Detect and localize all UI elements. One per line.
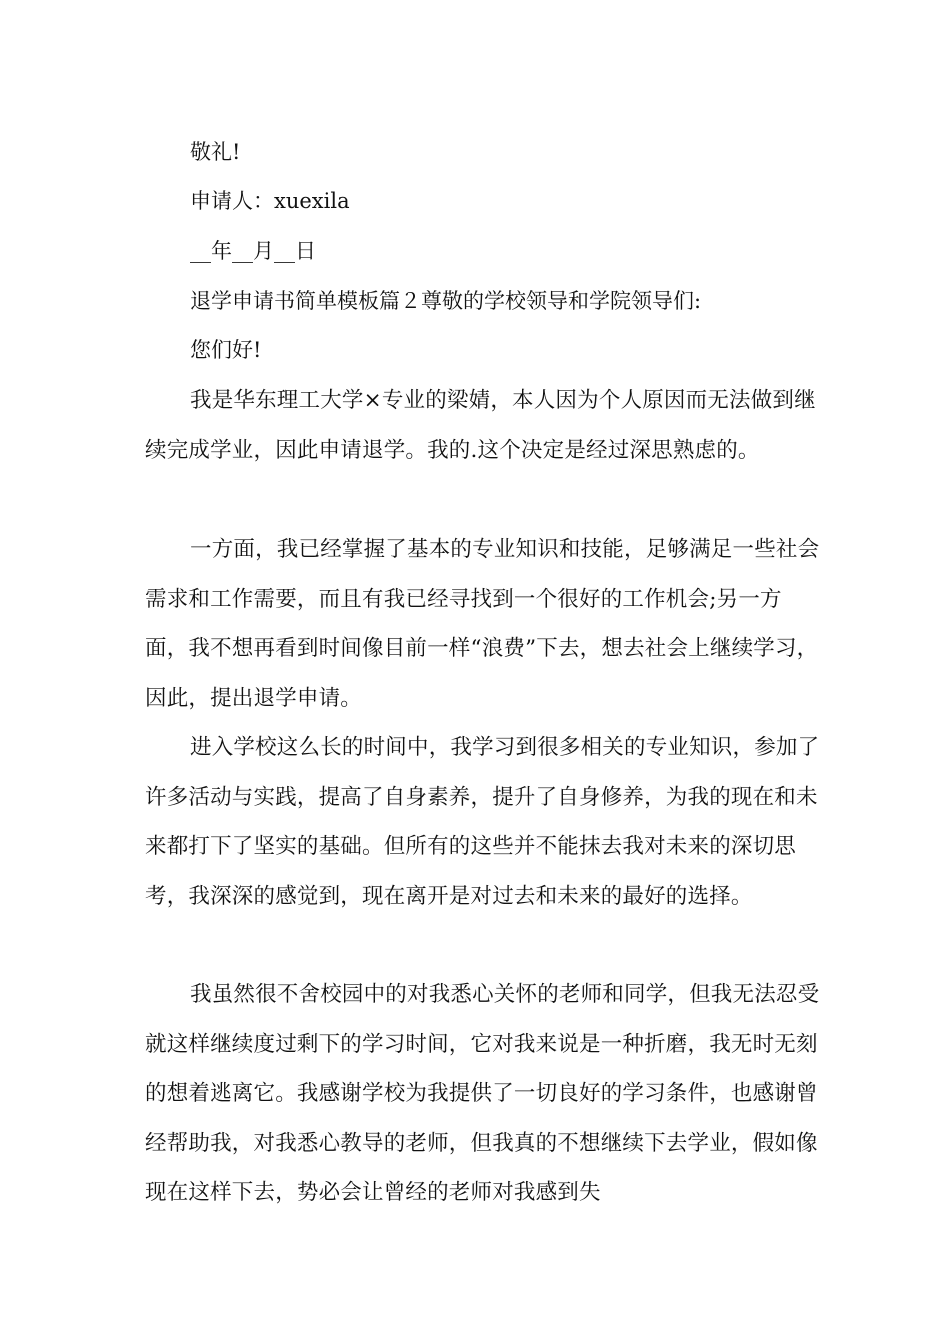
date-line: __年__月__日 bbox=[190, 239, 316, 263]
paragraph-reflection: 进入学校这么长的时间中，我学习到很多相关的专业知识，参加了许多活动与实践，提高了自身素养，提升了自身修养，为我的现在和未来都打下了坚实的基础。但所有的这些并不能抹去我对未来的深切思考，我深深的感觉到，现在离开是对过去和未来的最好的选择。 bbox=[145, 735, 820, 909]
applicant-line: 申请人：xuexila bbox=[190, 189, 350, 213]
greeting-line: 您们好! bbox=[190, 338, 262, 362]
closing-salutation: 敬礼! bbox=[190, 140, 241, 164]
section-heading: 退学申请书简单模板篇２尊敬的学校领导和学院领导们: bbox=[190, 289, 702, 313]
paragraph-gratitude: 我虽然很不舍校园中的对我悉心关怀的老师和同学，但我无法忍受就这样继续度过剩下的学习时间，它对我来说是一种折磨，我无时无刻的想着逃离它。我感谢学校为我提供了一切良好的学习条件，也感谢曾经帮助我，对我悉心教导的老师，但我真的不想继续下去学业，假如像现在这样下去，势必会让曾经的老师对我感到失 bbox=[145, 982, 820, 1206]
paragraph-reasons: 一方面，我已经掌握了基本的专业知识和技能，足够满足一些社会需求和工作需要，而且有我已经寻找到一个很好的工作机会;另一方面，我不想再看到时间像目前一样“浪费”下去，想去社会上继续学习，因此，提出退学申请。 bbox=[145, 537, 820, 711]
paragraph-intro: 我是华东理工大学×专业的梁婧，本人因为个人原因而无法做到继续完成学业，因此申请退学。我的.这个决定是经过深思熟虑的。 bbox=[145, 388, 816, 463]
